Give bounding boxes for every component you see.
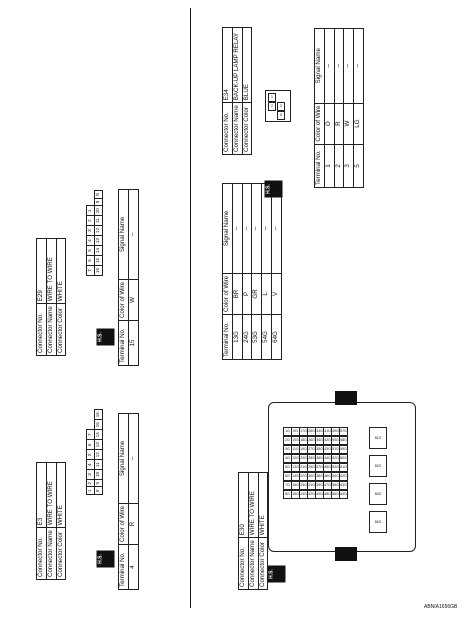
e30-pin: 51G [331, 445, 340, 454]
e30-pin: 28G [307, 454, 316, 463]
e34-pin-2: 2 [268, 102, 276, 111]
e30-pin: 44G [323, 454, 332, 463]
e30-pin: 4G [283, 454, 292, 463]
e30-big-pin: 81G [369, 427, 387, 449]
e30-connector-face [268, 402, 416, 552]
e30-pin: 20G [299, 454, 308, 463]
e30-pin: 40G [315, 490, 324, 499]
e30-terminal-table: Terminal No. Color of Wire Signal Name 13G BR – 24G P – 53G GR – 54G L – 64G V – [222, 183, 282, 360]
e29.pins_bottom-pin: 12 [94, 225, 102, 235]
e3.pins_top-pin: 7 [87, 430, 95, 440]
e30-pin: 30G [307, 472, 316, 481]
e3.pins_top-pin: 2 [87, 479, 95, 487]
e30-pin: 1G [283, 427, 292, 436]
e30-pin: 58G [339, 436, 348, 445]
e3.pins_top-pin: 1 [87, 487, 95, 495]
e29.pins_bottom-pin: 16 [94, 265, 102, 275]
e29.pins_bottom-pin: 8 [94, 191, 102, 199]
e30-pin: 10G [291, 436, 300, 445]
e30-pin: 55G [331, 481, 340, 490]
e29.pins_top-pin: 3 [87, 225, 95, 235]
e30-pin: 21G [299, 463, 308, 472]
e30-pin: 42G [323, 436, 332, 445]
page-code: ABNIA1656GB [424, 604, 458, 610]
e29-hs-icon: H.S. [97, 329, 115, 346]
e30-pin: 31G [307, 481, 316, 490]
e3.pins_bottom-pin: 14 [94, 430, 102, 440]
e30-pin: 24G [299, 490, 308, 499]
e30-pin: 54G [331, 472, 340, 481]
e30-pin: 64G [339, 490, 348, 499]
e30-pin: 46G [323, 472, 332, 481]
e30-pin: 6G [283, 472, 292, 481]
e30-pin: 29G [307, 463, 316, 472]
e3.pins_bottom-pin: 11 [94, 460, 102, 470]
e30-pin: 13G [291, 463, 300, 472]
e30-pin: 36G [315, 454, 324, 463]
e3.pins_bottom-pin: 10 [94, 469, 102, 479]
e30-pin: 7G [283, 481, 292, 490]
e30-info-table: Connector No. E30 Connector Name WIRE TO WIRE Connector Color WHITE [238, 472, 268, 590]
e34-info-table: Connector No. E34 Connector Name BACK-UP LAMP RELAY Connector Color BLUE [222, 27, 252, 155]
e30-pin: 25G [307, 427, 316, 436]
e30-pin: 9G [291, 427, 300, 436]
e30-pin: 22G [299, 472, 308, 481]
e30-pin: 33G [315, 427, 324, 436]
e30-latch-bottom [335, 547, 357, 561]
e29.pins_top-pin: 1 [87, 206, 95, 216]
e30-pin: 8G [283, 490, 292, 499]
e30-pin: 48G [323, 490, 332, 499]
e30-pin: 47G [323, 481, 332, 490]
e34-connector-face [265, 90, 291, 122]
e30-pin: 5G [283, 463, 292, 472]
e34-pin-1: 1 [268, 93, 276, 102]
e30-pin: 16G [291, 490, 300, 499]
e29.pins_top-pin: 4 [87, 235, 95, 245]
e29-terminal-table: Terminal No. Color of Wire Signal Name 15 W – [118, 189, 139, 366]
e3.pins_top-pin: 6 [87, 440, 95, 450]
e3.pins_top-pin: 3 [87, 469, 95, 479]
e34-pin-5: 5 [277, 111, 285, 120]
e30-pin: 50G [331, 436, 340, 445]
e29.pins_bottom-pin: 14 [94, 245, 102, 255]
e30-pin: 12G [291, 454, 300, 463]
e30-pin: 59G [339, 445, 348, 454]
e30-pin: 14G [291, 472, 300, 481]
e3-connector-face [86, 409, 103, 495]
e3.pins_bottom-pin: 9 [94, 479, 102, 487]
e3.pins_bottom-pin: 15 [94, 420, 102, 430]
e29.pins_bottom-pin: 15 [94, 255, 102, 265]
e30-pin: 60G [339, 454, 348, 463]
e30-hs-icon: H.S. [268, 566, 286, 583]
e30-pin: 45G [323, 463, 332, 472]
e29.pins_top-pin: 2 [87, 216, 95, 226]
page-divider [190, 8, 191, 608]
e30-pin: 26G [307, 436, 316, 445]
e30-pin: 3G [283, 445, 292, 454]
e30-pin: 11G [291, 445, 300, 454]
e3.pins_bottom-pin: 16 [94, 410, 102, 420]
e3.pins_top-pin: 4 [87, 460, 95, 470]
e30-pin: 27G [307, 445, 316, 454]
e30-big-pin: 82G [369, 455, 387, 477]
e29.pins_bottom-pin: 10 [94, 206, 102, 216]
e29.pins_bottom-pin: 11 [94, 216, 102, 226]
e30-pin: 15G [291, 481, 300, 490]
e29-connector-face [86, 190, 103, 276]
e30-pin: 62G [339, 472, 348, 481]
e30-pin: 2G [283, 436, 292, 445]
e30-pin: 39G [315, 481, 324, 490]
e3-terminal-table: Terminal No. Color of Wire Signal Name 4 R – [118, 413, 139, 590]
e34-hs-icon: H.S. [265, 181, 283, 198]
e30-pin: 35G [315, 445, 324, 454]
e30-pin: 37G [315, 463, 324, 472]
e30-pin: 38G [315, 472, 324, 481]
e29-info-table: Connector No. E29 Connector Name WIRE TO WIRE Connector Color WHITE [36, 238, 66, 356]
e30-pin: 19G [299, 445, 308, 454]
e3.pins_bottom-pin: 8 [94, 487, 102, 495]
e30-pin: 63G [339, 481, 348, 490]
e30-pin: 18G [299, 436, 308, 445]
e30-big-pin: 84G [369, 511, 387, 533]
e30-latch-top [335, 391, 357, 405]
e30-pin: 17G [299, 427, 308, 436]
e30-pin: 41G [323, 427, 332, 436]
e29.pins_top-pin: 6 [87, 255, 95, 265]
e29.pins_top-pin: 5 [87, 245, 95, 255]
e3-info-table: Connector No. E3 Connector Name WIRE TO WIRE Connector Color WHITE [36, 462, 66, 580]
e30-pin: 49G [331, 427, 340, 436]
e30-pin: 34G [315, 436, 324, 445]
e30-pin: 23G [299, 481, 308, 490]
e30-pin: 52G [331, 454, 340, 463]
e30-pin: 32G [307, 490, 316, 499]
e29.pins_top-pin: 7 [87, 265, 95, 275]
e30-pin: 57G [339, 427, 348, 436]
e30-pin: 53G [331, 463, 340, 472]
e3.pins_top-pin: 5 [87, 450, 95, 460]
e3.pins_bottom-pin: 12 [94, 450, 102, 460]
e29.pins_bottom-pin: 13 [94, 235, 102, 245]
e30-pin: 43G [323, 445, 332, 454]
e29.pins_bottom-pin: 9 [94, 198, 102, 206]
e30-big-pin: 83G [369, 483, 387, 505]
e34-pin-3: 3 [277, 102, 285, 111]
e34-terminal-table: Terminal No. Color of Wire Signal Name 1 O – 2 R – 3 W – 5 LG – [314, 28, 364, 188]
e3.pins_bottom-pin: 13 [94, 440, 102, 450]
e30-pin: 56G [331, 490, 340, 499]
e3-hs-icon: H.S. [97, 551, 115, 568]
e30-pin: 61G [339, 463, 348, 472]
